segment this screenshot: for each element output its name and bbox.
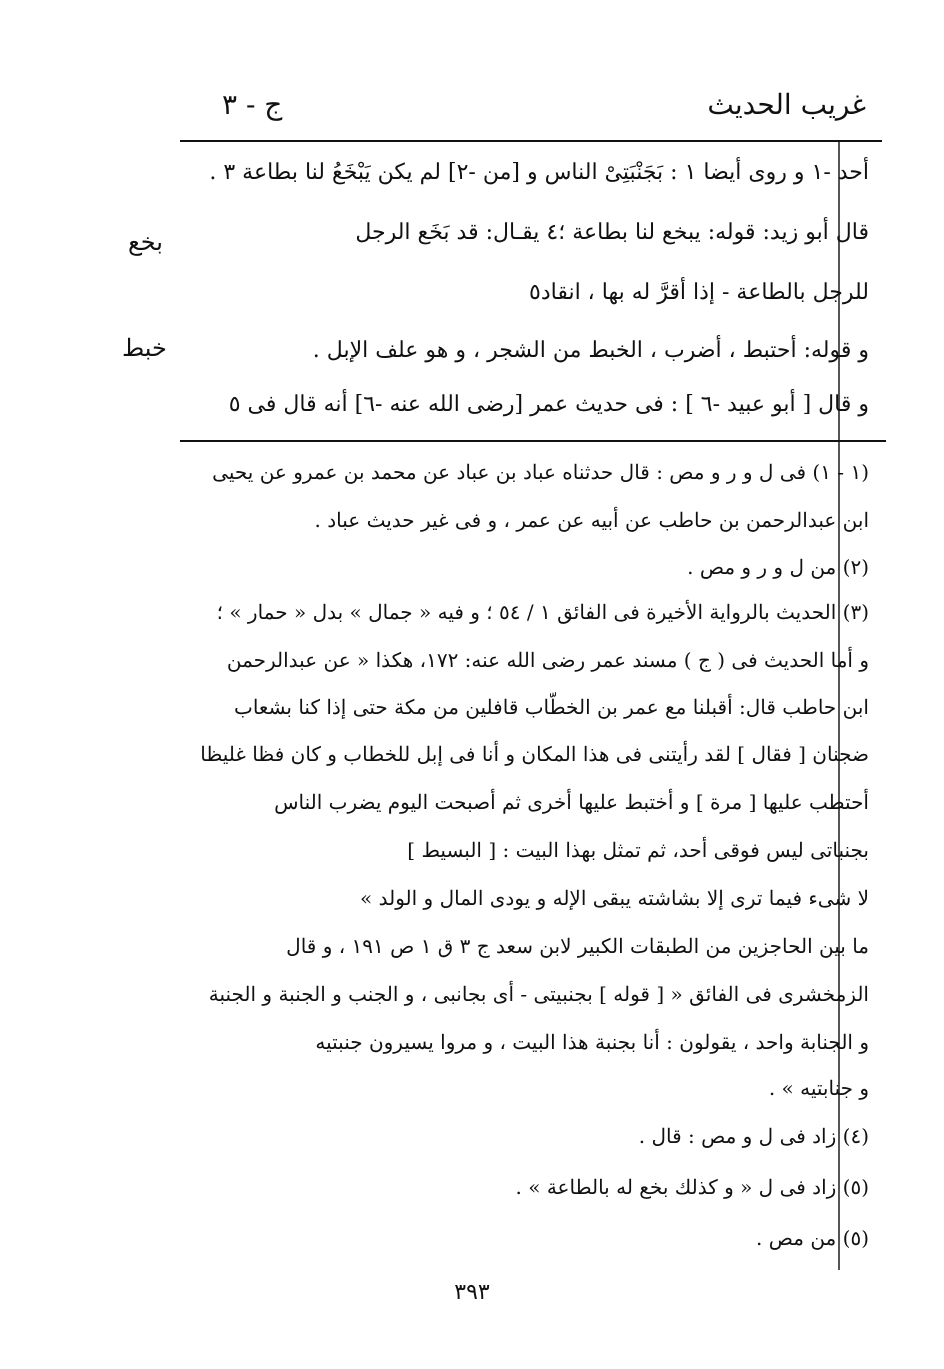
body-line-2: قال أبو زيد: قوله: يبخع لنا بطاعة ؛٤ يقـال: قد بَخَع الرجل [355,220,869,245]
footnote-line-3: (٢) من ل و ر و مص . [687,555,869,579]
body-line-5: و قال [ أبو عبيد -٦ ] : فى حديث عمر [رضى الله عنه -٦] أنه قال فى ٥ [228,392,869,417]
body-line-4: و قوله: أحتبط ، أضرب ، الخبط من الشجر ، و هو علف الإبل . [312,338,869,363]
footnote-line-17: (٥) من مص . [756,1226,869,1250]
footnote-line-7: ضجنان [ فقال ] لقد رأيتنى فى هذا المكان و أنا فى إبل للخطاب و كان فظا غليظا [200,742,869,766]
footnote-line-13: و الجنابة واحد ، يقولون : أنا بجنبة هذا البيت ، و مروا يسيرون جنبتيه [315,1030,869,1054]
footnote-line-12: الزمخشرى فى الفائق « [ قوله ] بجنبيتى - أى بجانبى ، و الجنب و الجنبة و الجنبة [208,982,869,1006]
header-rule [180,140,882,142]
body-line-1: أحد -١ و روى أيضا ١ : بَجَنْبَتِىْ الناس و [من -٢] لم يكن يَبْخَعُ لنا بطاعة ٣ . [209,160,869,185]
footnote-line-16: (٥) زاد فى ل « و كذلك بخع له بالطاعة » . [515,1175,869,1199]
footnote-line-2: ابن عبدالرحمن بن حاطب عن أبيه عن عمر ، و فى غير حديث عباد . [314,508,869,532]
running-title: غريب الحديث [707,88,866,121]
footnote-line-1: (١ - ١) فى ل و ر و مص : قال حدثناه عباد بن عباد عن محمد بن عمرو عن يحيى [212,460,869,484]
volume-label: ج - ٣ [222,88,283,121]
footnote-line-8: أحتطب عليها [ مرة ] و أختبط عليها أخرى ثم أصبحت اليوم يضرب الناس [274,790,869,814]
footnote-line-9: بجنباتى ليس فوقى أحد، ثم تمثل بهذا البيت : [ البسيط ] [407,838,869,862]
body-line-3: للرجل بالطاعة - إذا أقرَّ له بها ، انقاد٥ [528,280,869,305]
footnote-line-14: و جنابتيه » . [768,1076,869,1100]
footnote-line-5: و أما الحديث فى ( ج ) مسند عمر رضى الله عنه: ١٧٢، هكذا « عن عبدالرحمن [226,648,869,672]
footnote-line-11: ما بين الحاجزين من الطبقات الكبير لابن سعد ج ٣ ق ١ ص ١٩١ ، و قال [286,934,869,958]
page-number: ٣٩٣ [454,1280,490,1305]
footnote-line-15: (٤) زاد فى ل و مص : قال . [638,1124,869,1148]
margin-headword-1: بخع [128,228,163,256]
footnote-line-6: ابن حاطب قال: أقبلنا مع عمر بن الخطّاب قافلين من مكة حتى إذا كنا بشعاب [234,695,869,719]
footnote-rule [180,440,886,442]
margin-headword-2: خبط [122,334,167,362]
footnote-line-4: (٣) الحديث بالرواية الأخيرة فى الفائق ١ / ٥٤ ؛ و فيه « جمال » بدل « حمار » ؛ [216,600,869,624]
verse-line: لا شىء فيما ترى إلا بشاشته يبقى الإله و يودى المال و الولد » [360,886,869,910]
